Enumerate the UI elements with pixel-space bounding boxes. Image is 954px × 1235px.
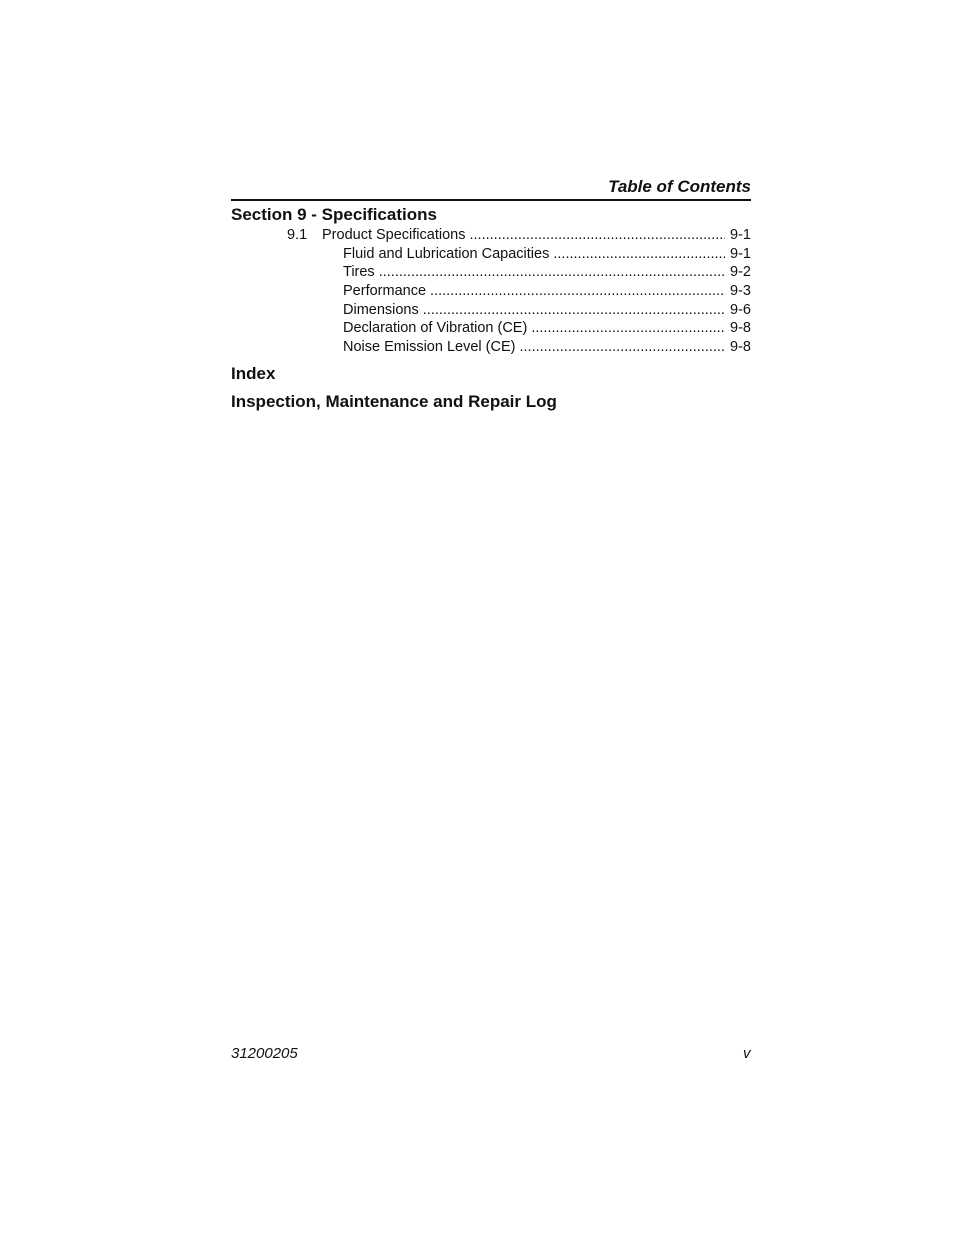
inspection-log-heading[interactable]: Inspection, Maintenance and Repair Log [231, 392, 557, 411]
header-rule [231, 199, 751, 201]
toc-list-section-9 [231, 226, 751, 357]
toc-entry-page: 9-3 [730, 283, 751, 300]
toc-entry-tires[interactable] [231, 263, 751, 282]
toc-entry-label: Fluid and Lubrication Capacities ..... [343, 245, 725, 264]
toc-entry-page: 9-1 [730, 227, 751, 243]
toc-entry-label: Noise Emission Level (CE) ..... [343, 338, 725, 357]
toc-entry-fluid-lubrication[interactable] [231, 245, 751, 264]
toc-entry-declaration-of-vibration[interactable] [231, 319, 751, 338]
toc-entry-number: 9.1 [287, 227, 308, 243]
toc-entry-noise-emission-level[interactable] [231, 338, 751, 357]
toc-entry-performance[interactable] [231, 282, 751, 301]
page-header-title: Table of Contents [608, 177, 751, 196]
footer-document-number: 31200205 [231, 1045, 298, 1062]
toc-entry-page: 9-1 [730, 245, 751, 262]
toc-entry-page: 9-2 [730, 264, 751, 281]
section-9-heading: Section 9 - Specifications [231, 205, 437, 224]
footer-page-number: v [743, 1045, 751, 1062]
toc-entry-label: Declaration of Vibration (CE) ..... [343, 319, 725, 338]
toc-entry-label: Dimensions ..... [343, 301, 725, 320]
toc-entry-page: 9-8 [730, 320, 751, 337]
toc-entry-label: Product Specifications ..... [322, 226, 725, 245]
toc-entry-product-specifications[interactable] [231, 226, 751, 245]
toc-entry-label: Tires ..... [343, 263, 725, 282]
toc-entry-dimensions[interactable] [231, 301, 751, 320]
toc-entry-page: 9-8 [730, 339, 751, 356]
toc-entry-label: Performance ..... [343, 282, 725, 301]
index-heading[interactable]: Index [231, 364, 276, 383]
toc-entry-page: 9-6 [730, 301, 751, 318]
